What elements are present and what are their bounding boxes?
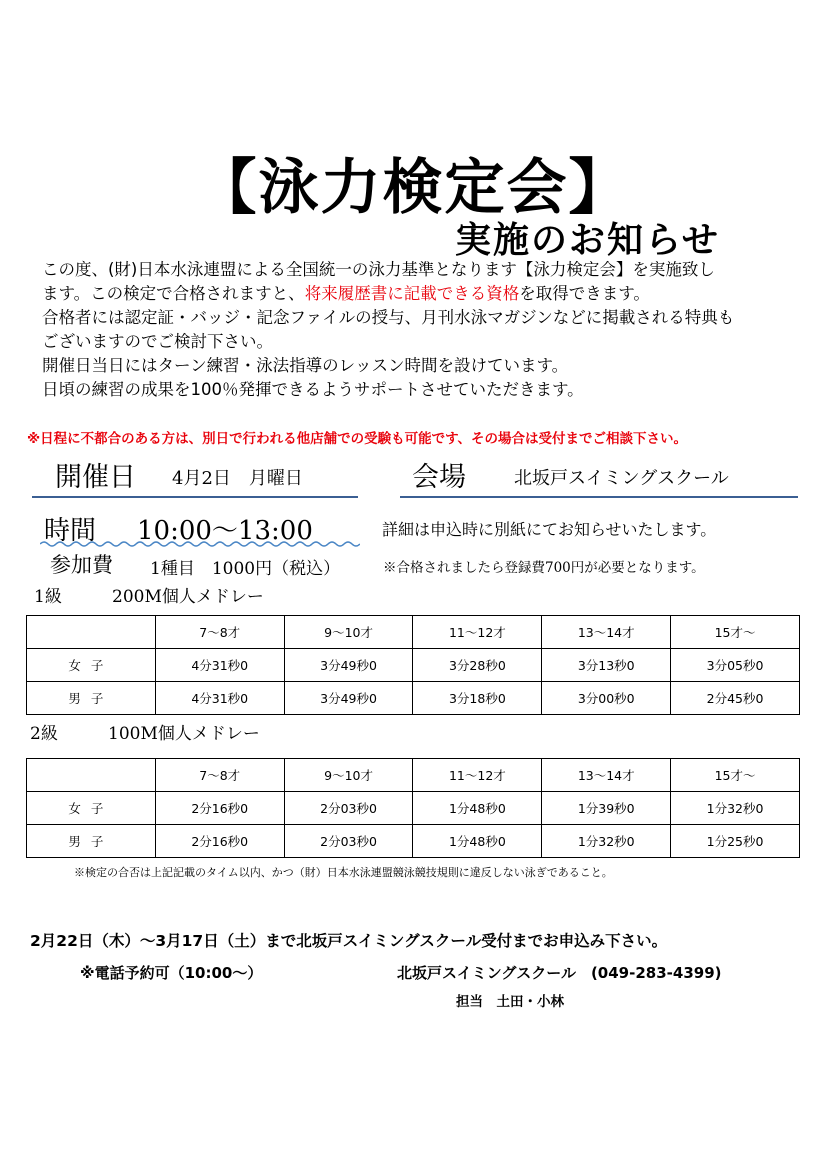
intro-line: ございますのでご検討下さい。 (42, 332, 273, 351)
table-cell: 1分32秒0 (671, 792, 800, 825)
grade2-table (26, 758, 800, 858)
intro-line: この度、(財)日本水泳連盟による全国統一の泳力基準となります【泳力検定会】を実施致し (42, 260, 715, 279)
table-cell: 11～12才 (413, 616, 542, 649)
phone-reservation-note: ※電話予約可（10:00～） (80, 964, 263, 982)
table-row (27, 682, 800, 715)
highlight-qualification: 将来履歴書に記載できる資格 (304, 284, 520, 303)
table-cell: 1分32秒0 (542, 825, 671, 858)
date-label: 開催日 (55, 462, 136, 493)
intro-line: 日頃の練習の成果を100％発揮できるようサポートさせていただきます。 (42, 380, 584, 399)
page-subtitle: 実施のお知らせ (455, 220, 720, 261)
table-cell: 7～8才 (155, 616, 284, 649)
table-cell: 3分13秒0 (542, 649, 671, 682)
table-cell: 4分31秒0 (155, 682, 284, 715)
grade1-table (26, 615, 800, 715)
staff-contact: 担当 土田・小林 (456, 994, 564, 1010)
fee-note: ※合格されましたら登録費700円が必要となります。 (383, 560, 705, 576)
table-cell: 3分49秒0 (284, 682, 413, 715)
schedule-notice: ※日程に不都合のある方は、別日で行われる他店舗での受験も可能です、その場合は受付までご相談下さい。 (27, 431, 688, 447)
table-cell: 15才～ (671, 616, 800, 649)
table-cell: 13～14才 (542, 759, 671, 792)
table-cell: 1分48秒0 (413, 825, 542, 858)
table-cell: 3分05秒0 (671, 649, 800, 682)
fee-label: 参加費 (50, 553, 113, 577)
table-cell: 1分48秒0 (413, 792, 542, 825)
table-cell: 女子 (27, 792, 156, 825)
table-cell: 13～14才 (542, 616, 671, 649)
intro-line: ます。この検定で合格されますと、将来履歴書に記載できる資格を取得できます。 (42, 284, 650, 303)
table-row (27, 825, 800, 858)
venue-value: 北坂戸スイミングスクール (514, 468, 729, 489)
table-header-row (27, 616, 800, 649)
table-cell: 7～8才 (155, 759, 284, 792)
table-cell: 15才～ (671, 759, 800, 792)
page-title: 【泳力検定会】 (196, 153, 631, 223)
time-value: 10:00～13:00 (137, 516, 313, 546)
table-cell: 男子 (27, 682, 156, 715)
detail-note: 詳細は申込時に別紙にてお知らせいたします。 (382, 520, 717, 539)
table-header-row (27, 759, 800, 792)
table-cell: 女子 (27, 649, 156, 682)
grade1-event: 200M個人メドレー (112, 587, 264, 607)
time-wavy-underline (40, 540, 360, 548)
table-cell: 3分49秒0 (284, 649, 413, 682)
grade1-label: 1級 (34, 587, 62, 607)
venue-underline (400, 496, 798, 498)
date-underline (32, 496, 358, 498)
table-cell: 2分03秒0 (284, 792, 413, 825)
table-cell: 男子 (27, 825, 156, 858)
intro-line: 開催日当日にはターン練習・泳法指導のレッスン時間を設けています。 (42, 356, 569, 375)
table-cell: 3分28秒0 (413, 649, 542, 682)
intro-text (42, 258, 734, 402)
table-cell (27, 759, 156, 792)
table-cell: 4分31秒0 (155, 649, 284, 682)
intro-line: 合格者には認定証・バッジ・記念ファイルの授与、月刊水泳マガジンなどに掲載される特典も (42, 308, 735, 327)
table-cell: 2分16秒0 (155, 825, 284, 858)
table-row (27, 792, 800, 825)
table-cell: 2分45秒0 (671, 682, 800, 715)
table-row (27, 649, 800, 682)
date-value: 4月2日 月曜日 (172, 468, 303, 489)
application-deadline: 2月22日（木）～3月17日（土）まで北坂戸スイミングスクール受付までお申込み下さい。 (30, 932, 668, 950)
table-cell: 1分39秒0 (542, 792, 671, 825)
table-cell: 3分18秒0 (413, 682, 542, 715)
table-cell: 11～12才 (413, 759, 542, 792)
table-cell: 2分03秒0 (284, 825, 413, 858)
table-cell: 9～10才 (284, 759, 413, 792)
table-cell: 9～10才 (284, 616, 413, 649)
grade2-event: 100M個人メドレー (108, 724, 260, 744)
fee-value: 1種目 1000円（税込） (150, 559, 341, 579)
table-cell (27, 616, 156, 649)
grade2-label: 2級 (30, 724, 58, 744)
school-contact: 北坂戸スイミングスクール (049-283-4399) (397, 964, 722, 982)
time-label: 時間 (44, 516, 97, 546)
table-cell: 3分00秒0 (542, 682, 671, 715)
venue-label: 会場 (412, 462, 466, 493)
table-cell: 2分16秒0 (155, 792, 284, 825)
table-note: ※検定の合否は上記記載のタイム以内、かつ（財）日本水泳連盟競泳競技規則に違反しない泳ぎであること。 (74, 866, 613, 879)
table-cell: 1分25秒0 (671, 825, 800, 858)
